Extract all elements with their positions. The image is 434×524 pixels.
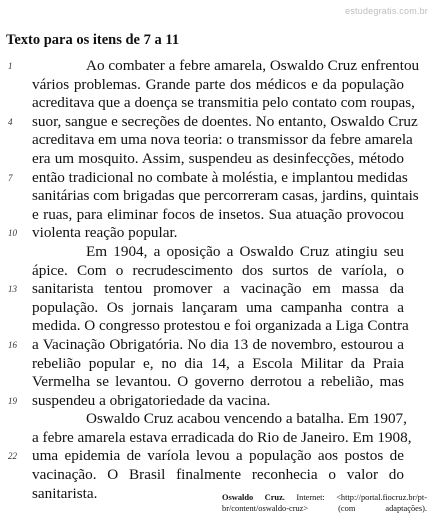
- line-text: rebelião popular e, no dia 14, a Escola Militar da Praia: [32, 354, 404, 372]
- watermark: estudegratis.com.br: [345, 6, 428, 16]
- text-line: [8, 391, 404, 411]
- line-text: vacinação. O Brasil finalmente reconhecia o valor do: [32, 466, 404, 484]
- line-number: 10: [8, 228, 17, 239]
- line-number: 7: [8, 172, 13, 183]
- line-text: era um mosquito. Assim, suspendeu as desinfecções, método: [32, 149, 404, 167]
- text-line: [32, 428, 412, 448]
- document-title: Texto para os itens de 7 a 11: [6, 32, 180, 48]
- source-line: br/content/oswaldo-cruz> (com adaptações).: [222, 504, 427, 513]
- line-number: 19: [8, 395, 17, 406]
- text-line: [32, 355, 404, 374]
- line-text: Vermelha se levantou. O governo derrotou a rebelião, mas: [32, 373, 404, 391]
- line-text: e ruas, para eliminar focos de insetos. Sua atuação provocou: [32, 205, 404, 223]
- text-line: [8, 57, 420, 76]
- source-line: [222, 492, 427, 503]
- source-url-part: Internet: <http://portal.fiocruz.br/pt-: [284, 493, 427, 502]
- text-line: [32, 299, 404, 318]
- line-text: então tradicional no combate à moléstia, e implantou medidas: [32, 168, 408, 186]
- line-number: 4: [8, 116, 13, 127]
- line-text: uma epidemia de varíola levou a população aos postos de: [32, 447, 404, 465]
- text-line: [32, 410, 407, 429]
- text-line: [8, 280, 404, 299]
- line-number: 22: [8, 451, 17, 462]
- line-text: suspendeu a obrigatoriedade da vacina.: [32, 391, 271, 409]
- line-number: 16: [8, 339, 17, 350]
- text-line: [32, 466, 404, 485]
- text-line: [8, 447, 404, 466]
- text-line: [32, 187, 419, 206]
- line-text: violenta reação popular.: [32, 224, 178, 242]
- line-text: a Vacinação Obrigatória. No dia 13 de novembro, estourou a: [32, 335, 404, 353]
- text-line: [32, 206, 404, 225]
- line-text: sanitárias com brigadas que percorreram casas, jardins, quintais: [32, 187, 419, 205]
- line-text: vários problemas. Grande parte dos médicos e da população: [32, 75, 404, 93]
- text-line: [32, 317, 409, 336]
- text-line: [8, 168, 408, 188]
- text-line: [32, 150, 404, 169]
- line-text: a febre amarela estava erradicada do Rio de Janeiro. Em 1908,: [32, 428, 412, 446]
- text-line: [8, 112, 418, 132]
- line-text: acreditava em uma nova teoria: o transmissor da febre amarela: [32, 131, 413, 149]
- text-line: [8, 335, 404, 355]
- text-line: [32, 131, 413, 150]
- text-line: [32, 76, 404, 95]
- line-text: sanitarista.: [32, 484, 98, 502]
- text-line: [32, 373, 404, 392]
- text-line: [32, 262, 404, 281]
- text-line: [8, 224, 404, 243]
- text-line: [32, 243, 404, 262]
- line-number: 1: [8, 61, 13, 71]
- line-text: Oswaldo Cruz acabou vencendo a batalha. Em 1907,: [86, 410, 407, 428]
- line-number: 13: [8, 284, 17, 295]
- text-line: [32, 94, 415, 113]
- line-text: acreditava que a doença se transmitia pelo contato com roupas,: [32, 94, 415, 112]
- line-text: medida. O congresso protestou e foi organizada a Liga Contra: [32, 317, 409, 335]
- line-text: população. Os jornais lançaram uma campanha contra a: [32, 298, 404, 316]
- line-text: sanitarista tentou promover a vacinação em massa da: [32, 280, 404, 298]
- line-text: Ao combater a febre amarela, Oswaldo Cruz enfrentou: [86, 57, 420, 74]
- source-author: Oswaldo Cruz.: [222, 493, 285, 502]
- text-body: [8, 57, 420, 503]
- line-text: suor, sangue e secreções de doentes. No entanto, Oswaldo Cruz: [32, 112, 418, 130]
- line-text: ápice. Com o recrudescimento dos surtos de varíola, o: [32, 261, 404, 279]
- line-text: Em 1904, a oposição a Oswaldo Cruz atingiu seu: [86, 242, 404, 260]
- source-citation: [222, 492, 427, 514]
